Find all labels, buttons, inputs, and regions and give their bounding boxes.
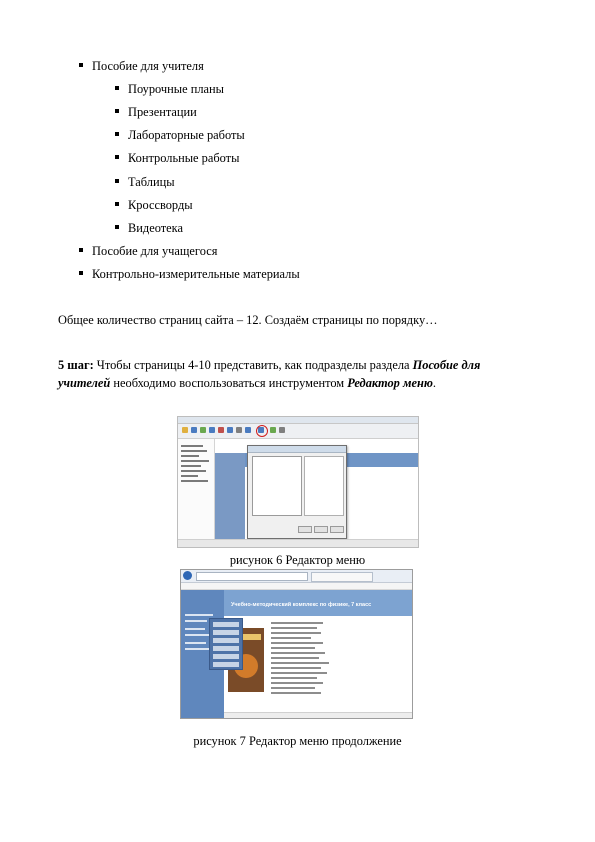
step-emphasis: учителей [58, 376, 111, 390]
nav-item [185, 634, 209, 636]
paragraph-page-count: Общее количество страниц сайта – 12. Создаём страницы по порядку… [58, 313, 438, 327]
list-item-kim [79, 266, 300, 282]
dialog-cancel-button [314, 526, 328, 533]
submenu-item [213, 662, 239, 667]
list-item-student [79, 243, 217, 259]
toolbar-icon [182, 427, 188, 433]
figure-6-caption: рисунок 6 Редактор меню [229, 553, 366, 567]
submenu-item [213, 630, 239, 635]
submenu-item [213, 622, 239, 627]
browser-menubar [181, 583, 412, 590]
list-subitem-label: Презентации [128, 105, 197, 119]
list-subitem [115, 104, 197, 120]
panel-text-line [181, 445, 203, 447]
list-subitem-label: Кроссворды [128, 198, 193, 212]
site-banner-title: Учебно-методический комплекс по физике, 7 класс [231, 602, 372, 608]
panel-text-line [181, 465, 201, 467]
list-subitem [115, 174, 175, 190]
menu-editor-dialog [247, 445, 347, 539]
list-item-teacher [79, 58, 204, 74]
list-subitem-label: Контрольные работы [128, 151, 240, 165]
dialog-tree-panel [252, 456, 302, 516]
list-subitem [115, 81, 224, 97]
list-item-label: Пособие для учителя [92, 59, 204, 73]
content-text-line [271, 667, 321, 669]
nav-item [185, 614, 213, 616]
step5-line2 [58, 375, 436, 391]
site-sidenav [215, 453, 245, 539]
window-titlebar [178, 417, 418, 424]
bullet-icon [79, 248, 83, 252]
step5-line1 [58, 357, 480, 373]
content-text-line [271, 637, 311, 639]
submenu-item [213, 654, 239, 659]
bullet-icon [115, 132, 119, 136]
list-item-label: Контрольно-измерительные материалы [92, 267, 300, 281]
toolbar-icon [279, 427, 285, 433]
nav-item [185, 648, 211, 650]
panel-text-line [181, 450, 207, 452]
figure-7-caption: рисунок 7 Редактор меню продолжение [193, 734, 402, 748]
toolbar-icon [245, 427, 251, 433]
list-subitem-label: Таблицы [128, 175, 175, 189]
nav-item [185, 628, 205, 630]
toolbar-icon [209, 427, 215, 433]
submenu-item [213, 646, 239, 651]
list-subitem [115, 197, 193, 213]
nav-item [185, 642, 206, 644]
content-text-line [271, 677, 317, 679]
submenu-flyout [209, 618, 243, 670]
bullet-icon [115, 109, 119, 113]
toolbar-icon [218, 427, 224, 433]
toolbar-icon [191, 427, 197, 433]
content-text-line [271, 692, 321, 694]
content-text-line [271, 672, 327, 674]
bullet-icon [79, 63, 83, 67]
back-icon [183, 571, 192, 580]
content-text-line [271, 652, 325, 654]
toolbar-icon [200, 427, 206, 433]
bullet-icon [115, 179, 119, 183]
content-text-line [271, 622, 323, 624]
step-label: 5 шаг: [58, 358, 94, 372]
status-bar [178, 539, 418, 548]
submenu-item [213, 638, 239, 643]
browser-tab [311, 572, 373, 582]
toolbar-icon [227, 427, 233, 433]
step-text: необходимо воспользоваться инструментом [110, 376, 348, 390]
step-text: Чтобы страницы 4-10 представить, как подразделы раздела [93, 358, 413, 372]
nav-item [185, 620, 207, 622]
bullet-icon [115, 202, 119, 206]
content-text-line [271, 642, 323, 644]
content-text-line [271, 657, 319, 659]
list-subitem-label: Поурочные планы [128, 82, 224, 96]
content-text-line [271, 647, 315, 649]
figure-6-screenshot [177, 416, 419, 548]
left-panel [178, 439, 215, 539]
panel-text-line [181, 460, 209, 462]
site-footer [224, 712, 412, 719]
toolbar-icon [236, 427, 242, 433]
content-text-line [271, 682, 323, 684]
dialog-properties-panel [304, 456, 344, 516]
dialog-ok-button [298, 526, 312, 533]
dialog-help-button [330, 526, 344, 533]
bullet-icon [115, 86, 119, 90]
content-text-line [271, 627, 317, 629]
list-subitem-label: Лабораторные работы [128, 128, 245, 142]
dialog-titlebar [248, 446, 346, 453]
bullet-icon [115, 225, 119, 229]
panel-text-line [181, 455, 199, 457]
step-emphasis: Пособие для [412, 358, 481, 372]
list-item-label: Пособие для учащегося [92, 244, 218, 258]
list-subitem-label: Видеотека [128, 221, 183, 235]
list-subitem [115, 127, 245, 143]
list-subitem [115, 150, 239, 166]
step-end: . [432, 376, 436, 390]
panel-text-line [181, 480, 208, 482]
content-text-line [271, 687, 315, 689]
content-text-line [271, 632, 321, 634]
toolbar-icon [270, 427, 276, 433]
bullet-icon [115, 155, 119, 159]
panel-text-line [181, 470, 206, 472]
highlight-circle [256, 425, 268, 437]
address-bar [196, 572, 308, 581]
content-text-line [271, 662, 329, 664]
bullet-icon [79, 271, 83, 275]
step-tool-name: Редактор меню [347, 376, 433, 390]
panel-text-line [181, 475, 198, 477]
figure-7-screenshot [180, 569, 413, 719]
list-subitem [115, 220, 183, 236]
